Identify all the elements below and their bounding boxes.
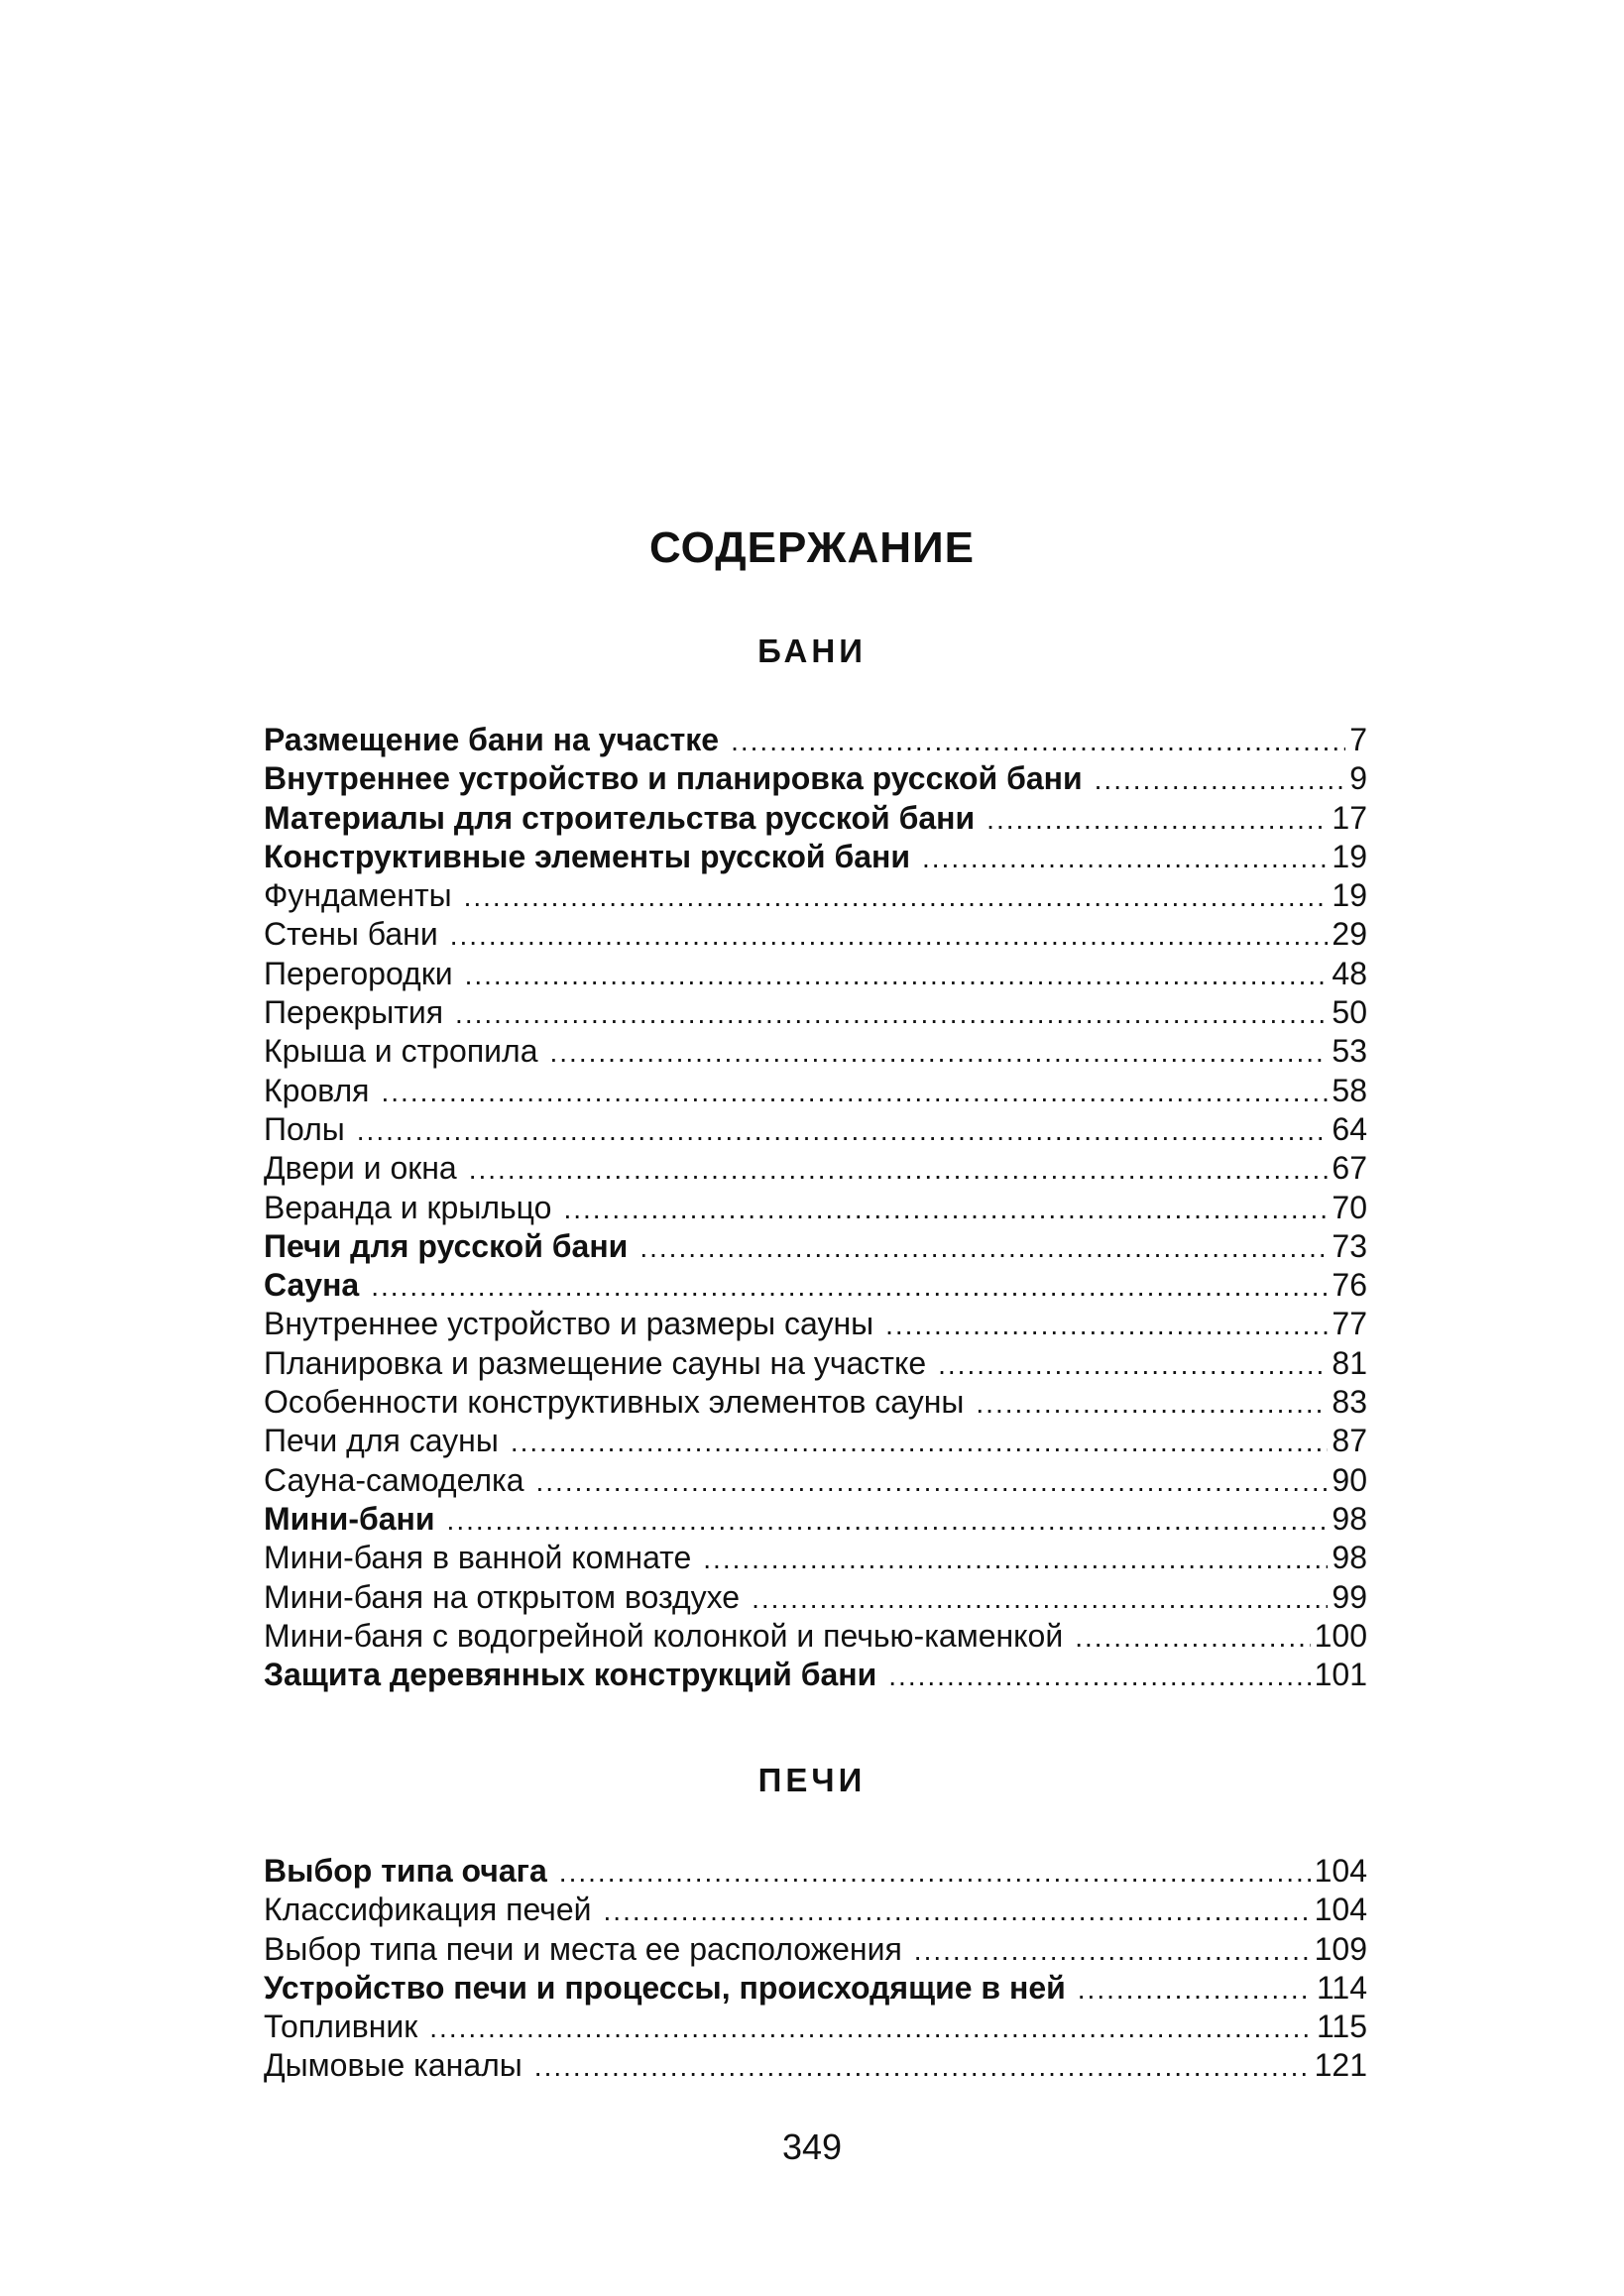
toc-entry xyxy=(264,1930,1367,1969)
dot-leader xyxy=(885,1306,1328,1344)
toc-entry-page: 83 xyxy=(1332,1384,1367,1421)
toc-entry xyxy=(264,1539,1367,1577)
toc-entry-title: Особенности конструктивных элементов сауны xyxy=(264,1384,965,1421)
toc-entry-page: 19 xyxy=(1332,877,1367,914)
section-title-pechi: ПЕЧИ xyxy=(757,1762,867,1798)
toc-entry-title: Мини-баня с водогрейной колонкой и печью-каменкой xyxy=(264,1617,1064,1654)
dot-leader xyxy=(465,956,1329,994)
toc-entry-page: 29 xyxy=(1332,916,1367,953)
toc-entry-title: Конструктивные элементы русской бани xyxy=(264,838,910,874)
toc-entry-title: Дымовые каналы xyxy=(264,2047,522,2084)
toc-entry-page: 114 xyxy=(1316,1969,1367,2006)
toc-entry-title: Крыша и стропила xyxy=(264,1033,538,1070)
dot-leader xyxy=(469,1150,1329,1189)
toc-entry-page: 76 xyxy=(1332,1267,1367,1304)
toc-entry xyxy=(264,876,1367,915)
toc-entry xyxy=(264,1189,1367,1227)
toc-entry-title: Топливник xyxy=(264,2009,418,2045)
toc-entry-page: 99 xyxy=(1332,1578,1367,1615)
toc-entry-page: 104 xyxy=(1314,1892,1367,1928)
toc-entry-title: Материалы для строительства русской бани xyxy=(264,799,976,836)
dot-leader xyxy=(976,1384,1328,1423)
toc-entry-title: Мини-бани xyxy=(264,1500,435,1537)
toc-entry-title: Фундаменты xyxy=(264,877,452,914)
toc-entry xyxy=(264,1110,1367,1149)
toc-entry-page: 104 xyxy=(1314,1853,1367,1889)
toc-entry xyxy=(264,1578,1367,1617)
toc-entry-title: Классификация печей xyxy=(264,1892,592,1928)
dot-leader xyxy=(752,1579,1328,1618)
dot-leader xyxy=(429,2009,1313,2047)
dot-leader xyxy=(703,1540,1328,1578)
toc-entry-title: Устройство печи и процессы, происходящие в ней xyxy=(264,1969,1066,2006)
toc-entry-page: 9 xyxy=(1349,760,1367,797)
toc-entry-page: 58 xyxy=(1332,1072,1367,1108)
toc-entry-page: 115 xyxy=(1316,2009,1367,2045)
toc-entry xyxy=(264,838,1367,876)
dot-leader xyxy=(464,877,1329,916)
toc-entry xyxy=(264,1422,1367,1460)
toc-entry-title: Перегородки xyxy=(264,955,453,991)
toc-list-bani xyxy=(264,721,1367,1694)
toc-entry-title: Печи для сауны xyxy=(264,1423,499,1459)
toc-entry-title: Двери и окна xyxy=(264,1150,457,1187)
toc-entry xyxy=(264,1032,1367,1071)
toc-entry xyxy=(264,2008,1367,2046)
toc-entry xyxy=(264,1617,1367,1656)
toc-entry-page: 53 xyxy=(1332,1033,1367,1070)
dot-leader xyxy=(731,722,1345,760)
toc-entry xyxy=(264,1344,1367,1383)
toc-entry-page: 100 xyxy=(1314,1617,1367,1654)
dot-leader xyxy=(563,1190,1328,1228)
toc-entry-page: 7 xyxy=(1349,722,1367,757)
toc-entry-title: Полы xyxy=(264,1110,345,1147)
toc-entry-page: 67 xyxy=(1332,1150,1367,1187)
toc-entry-page: 17 xyxy=(1332,799,1367,836)
dot-leader xyxy=(1095,760,1346,799)
toc-entry xyxy=(264,1383,1367,1422)
page-title: СОДЕРЖАНИЕ xyxy=(648,523,976,572)
toc-entry-page: 73 xyxy=(1332,1227,1367,1264)
toc-entry-title: Перекрытия xyxy=(264,994,444,1031)
toc-entry xyxy=(264,1072,1367,1110)
toc-entry-page: 81 xyxy=(1332,1344,1367,1381)
dot-leader xyxy=(371,1267,1328,1306)
toc-entry-title: Выбор типа очага xyxy=(264,1853,547,1889)
toc-entry xyxy=(264,759,1367,798)
toc-entry-page: 98 xyxy=(1332,1500,1367,1537)
toc-entry-title: Внутреннее устройство и размеры сауны xyxy=(264,1306,874,1342)
toc-entry-title: Внутреннее устройство и планировка русской бани xyxy=(264,760,1083,797)
dot-leader xyxy=(455,994,1328,1033)
dot-leader xyxy=(914,1931,1311,1970)
toc-entry-title: Печи для русской бани xyxy=(264,1227,629,1264)
toc-entry-title: Размещение бани на участке xyxy=(264,722,720,757)
dot-leader xyxy=(536,1462,1329,1501)
dot-leader xyxy=(511,1423,1329,1461)
dot-leader xyxy=(559,1853,1311,1892)
dot-leader xyxy=(938,1345,1328,1384)
dot-leader xyxy=(639,1228,1328,1267)
toc-entry-page: 87 xyxy=(1332,1423,1367,1459)
dot-leader xyxy=(534,2047,1311,2086)
toc-entry-page: 77 xyxy=(1332,1306,1367,1342)
toc-entry-page: 109 xyxy=(1314,1930,1367,1967)
dot-leader xyxy=(1075,1618,1310,1657)
toc-entry-title: Мини-баня в ванной комнате xyxy=(264,1540,692,1576)
toc-entry-page: 64 xyxy=(1332,1110,1367,1147)
dot-leader xyxy=(382,1073,1329,1111)
toc-entry xyxy=(264,915,1367,954)
toc-entry-title: Сауна xyxy=(264,1267,360,1304)
toc-entry xyxy=(264,721,1367,759)
toc-entry-page: 101 xyxy=(1314,1657,1367,1693)
toc-entry-title: Планировка и размещение сауны на участке xyxy=(264,1344,927,1381)
toc-entry-title: Выбор типа печи и места ее расположения xyxy=(264,1930,902,1967)
toc-entry-title: Сауна-самоделка xyxy=(264,1461,524,1498)
toc-entry-title: Веранда и крыльцо xyxy=(264,1189,552,1225)
page-number: 349 xyxy=(781,2126,843,2167)
toc-entry-page: 48 xyxy=(1332,955,1367,991)
toc-entry xyxy=(264,1266,1367,1305)
dot-leader xyxy=(888,1657,1310,1695)
toc-entry xyxy=(264,1500,1367,1539)
toc-entry-page: 90 xyxy=(1332,1461,1367,1498)
toc-entry xyxy=(264,1852,1367,1891)
toc-entry xyxy=(264,1969,1367,2008)
toc-entry xyxy=(264,1227,1367,1266)
toc-entry xyxy=(264,1461,1367,1500)
toc-entry-page: 70 xyxy=(1332,1189,1367,1225)
dot-leader xyxy=(922,839,1328,877)
toc-entry-page: 19 xyxy=(1332,838,1367,874)
toc-entry-page: 98 xyxy=(1332,1540,1367,1576)
section-title-bani: БАНИ xyxy=(757,632,867,669)
toc-entry-title: Защита деревянных конструкций бани xyxy=(264,1657,877,1693)
dot-leader xyxy=(604,1892,1311,1930)
toc-entry-page: 50 xyxy=(1332,994,1367,1031)
toc-entry xyxy=(264,1149,1367,1188)
toc-entry xyxy=(264,993,1367,1032)
toc-entry-title: Кровля xyxy=(264,1072,370,1108)
toc-entry-page: 121 xyxy=(1314,2047,1367,2084)
toc-entry-title: Мини-баня на открытом воздухе xyxy=(264,1578,741,1615)
toc-entry xyxy=(264,1656,1367,1694)
toc-entry xyxy=(264,2046,1367,2085)
toc-list-pechi xyxy=(264,1852,1367,2086)
dot-leader xyxy=(357,1111,1329,1150)
dot-leader xyxy=(450,916,1329,955)
toc-entry xyxy=(264,799,1367,838)
dot-leader xyxy=(1078,1970,1313,2009)
dot-leader xyxy=(986,800,1328,839)
toc-entry-title: Стены бани xyxy=(264,916,438,953)
toc-entry xyxy=(264,1305,1367,1343)
dot-leader xyxy=(549,1033,1328,1072)
toc-entry xyxy=(264,1891,1367,1929)
dot-leader xyxy=(447,1501,1329,1540)
toc-entry xyxy=(264,955,1367,993)
